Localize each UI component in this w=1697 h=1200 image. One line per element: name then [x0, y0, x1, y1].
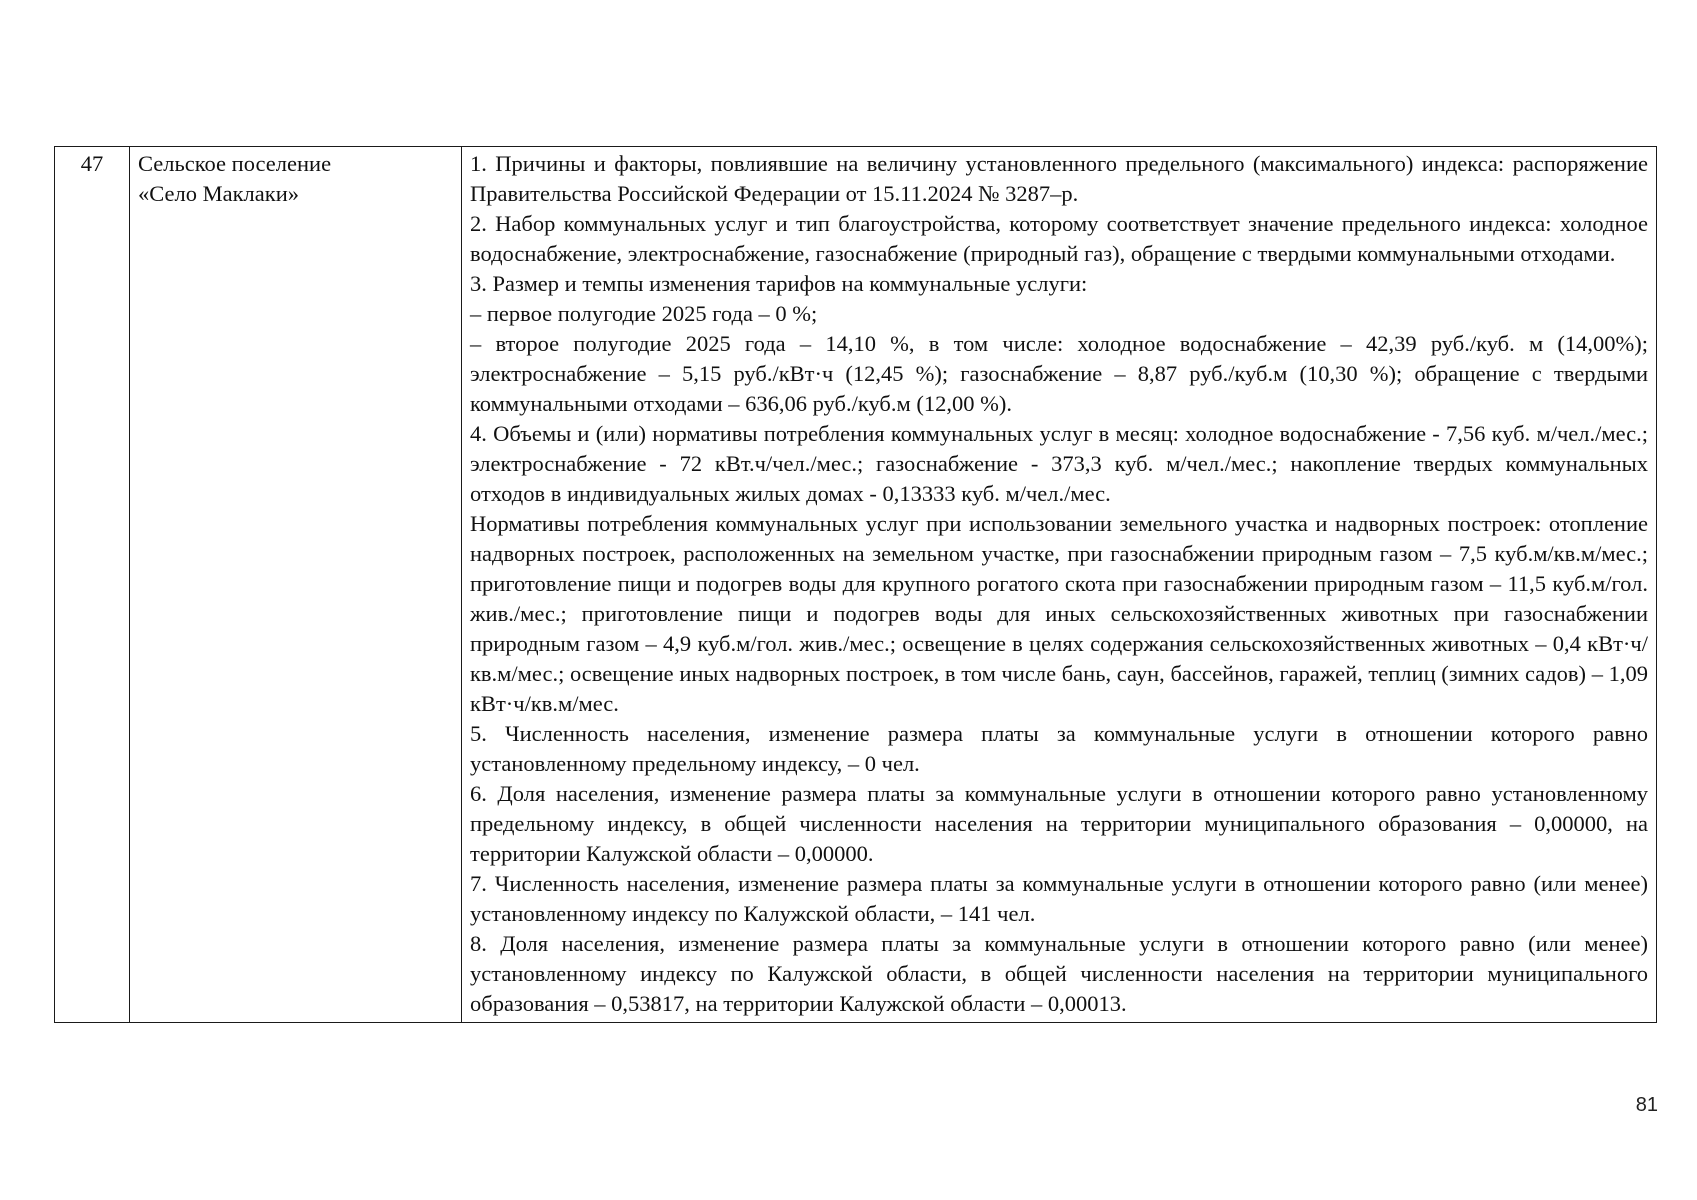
paragraph-1: 1. Причины и факторы, повлиявшие на величину установленного предельного (максимального) индекса: распоряжение Правительства Российской Федерации от 15.11.2024 № 3287–р.	[470, 151, 1648, 206]
paragraph-3-second-half: – второе полугодие 2025 года – 14,10 %, в том числе: холодное водоснабжение – 42,39 руб./куб. м (14,00%); электроснабжение – 5,15 руб./кВт·ч (12,45 %); газоснабжение – 8,87 руб./куб.м (10,30 %); обращение с твердыми коммунальными отходами – 636,06 руб./куб.м (12,00 %).	[470, 331, 1648, 416]
paragraph-4: 4. Объемы и (или) нормативы потребления коммунальных услуг в месяц: холодное водоснабжение - 7,56 куб. м/чел./мес.; электроснабжение - 72 кВт.ч/чел./мес.; газоснабжение - 373,3 куб. м/чел./мес.; накопление твердых коммунальных отходов в индивидуальных жилых домах - 0,13333 куб. м/чел./мес.	[470, 421, 1648, 506]
paragraph-2: 2. Набор коммунальных услуг и тип благоустройства, которому соответствует значение предельного индекса: холодное водоснабжение, электроснабжение, газоснабжение (природный газ), обращение с твердыми коммунальными отходами.	[470, 211, 1648, 266]
municipality-table	[54, 146, 1657, 1023]
indicators-text	[462, 147, 1657, 1023]
paragraph-7: 7. Численность населения, изменение размера платы за коммунальные услуги в отношении которого равно (или менее) установленному индексу по Калужской области, – 141 чел.	[470, 871, 1648, 926]
municipality-name	[130, 147, 462, 1023]
paragraph-6: 6. Доля населения, изменение размера платы за коммунальные услуги в отношении которого равно установленному предельному индексу, в общей численности населения на территории муниципального образования – 0,00000, на территории Калужской области – 0,00000.	[470, 781, 1648, 866]
paragraph-3: 3. Размер и темпы изменения тарифов на коммунальные услуги:	[470, 271, 1088, 296]
row-number: 47	[55, 147, 130, 1023]
municipality-name-line-2: «Село Маклаки»	[138, 181, 299, 206]
paragraph-3-first-half: – первое полугодие 2025 года – 0 %;	[470, 301, 818, 326]
paragraph-5: 5. Численность населения, изменение размера платы за коммунальные услуги в отношении которого равно установленному предельному индексу, – 0 чел.	[470, 721, 1648, 776]
paragraph-4-norms: Нормативы потребления коммунальных услуг при использовании земельного участка и надворных построек: отопление надворных построек, расположенных на земельном участке, при газоснабжении природным газом – 7,5 куб.м/кв.м/мес.; приготовление пищи и подогрев воды для крупного рогатого скота при газоснабжении природным газом – 11,5 куб.м/гол. жив./мес.; приготовление пищи и подогрев воды для иных сельскохозяйственных животных при газоснабжении природным газом – 4,9 куб.м/гол. жив./мес.; освещение в целях содержания сельскохозяйственных животных – 0,4 кВт·ч/кв.м/мес.; освещение иных надворных построек, в том числе бань, саун, бассейнов, гаражей, теплиц (зимних садов) – 1,09 кВт·ч/кв.м/мес.	[470, 511, 1648, 716]
table-row	[55, 147, 1657, 1023]
paragraph-8: 8. Доля населения, изменение размера платы за коммунальные услуги в отношении которого равно (или менее) установленному индексу по Калужской области, в общей численности населения на территории муниципального образования – 0,53817, на территории Калужской области – 0,00013.	[470, 931, 1648, 1016]
municipality-name-line-1: Сельское поселение	[138, 151, 332, 176]
page-number: 81	[1635, 1094, 1658, 1116]
